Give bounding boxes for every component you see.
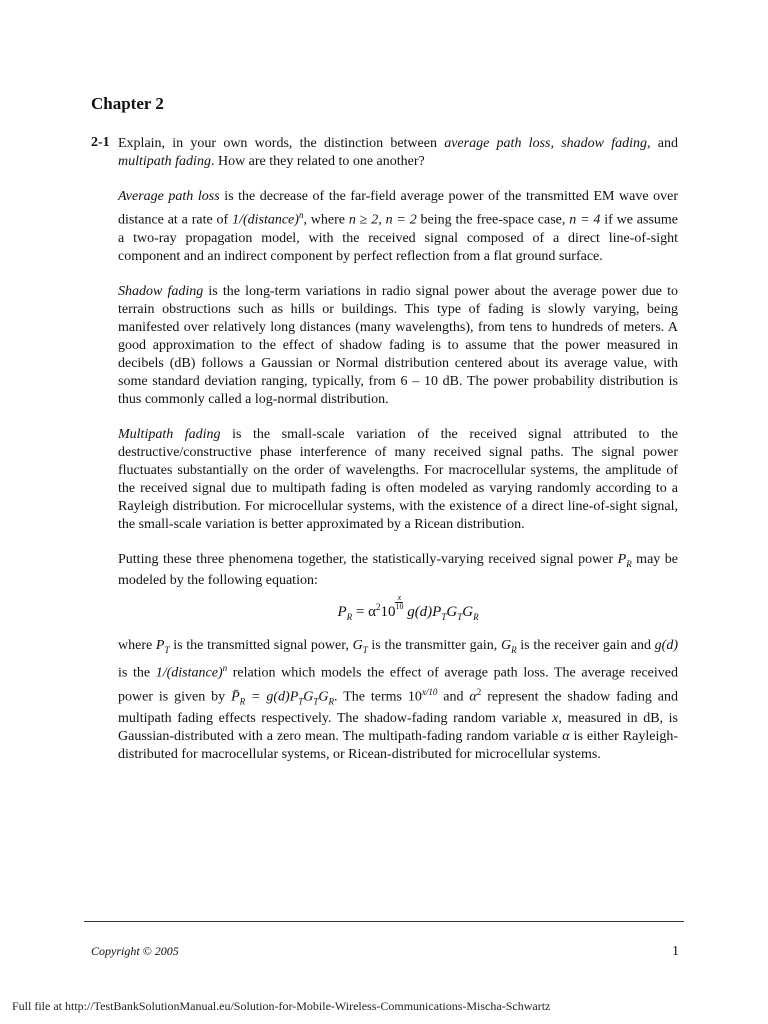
page-number: 1 — [672, 944, 679, 959]
exponent-fraction: $\frac{x}{10}$ — [395, 593, 404, 612]
question-text: Explain, in your own words, the distinction between average path loss, shadow fading, and multipath fading. How are they related to one another? — [118, 136, 678, 169]
paragraph-where: where $P_T$ is the transmitted signal power, $G_T$ is the transmitter gain, $G_R$ is the receiver gain and g(d) is the 1/(distance)$^n$ relation which models the effect of average path loss. The average received power is given by $P̄_R = g(d)P_TG_TG_R$. The terms $10^{x/10}$ and $\alpha^2$ represent the shadow fading and multipath fading effects respectively. The shadow-fading random variable x, measured in dB, is Gaussian-distributed with a zero mean. The multipath-fading random variable α is either Rayleigh-distributed for macrocellular systems, or Ricean-distributed for microcellular systems. — [118, 638, 678, 763]
document-body — [118, 135, 678, 764]
paragraph-putting-together: Putting these three phenomena together, the statistically-varying received signal power $P_R$ may be modeled by the following equation: — [118, 551, 678, 589]
paragraph-shadow-fading: Shadow fading is the long-term variations in radio signal power about the average power due to terrain obstructions such as hills or buildings. This type of fading is slowly varying, being manifested over relatively long distances (many wavelengths), from tens to hundreds of meters. A good approximation to the effect of shadow fading is to assume that the power measured in decibels (dB) follows a Gaussian or Normal distribution centered about its average value, with some standard deviation ranging, typically, from 6 – 10 dB. The power probability distribution is thus commonly called a log-normal distribution. — [118, 283, 678, 407]
paragraph-multipath-fading: Multipath fading is the small-scale variation of the received signal attributed to the destructive/constructive phase interference of many received signal paths. The signal power fluctuates substantially on the order of wavelengths. For macrocellular systems, the amplitude of the received signal due to multipath fading is often modeled as varying randomly according to a Rayleigh distribution. For microcellular systems, with the existence of a direct line-of-sight signal, the small-scale variation is better approximated by a Ricean distribution. — [118, 426, 678, 532]
chapter-title: Chapter 2 — [91, 94, 164, 113]
question-number: 2-1 — [91, 135, 110, 150]
footer-divider — [84, 921, 684, 922]
term-average-path-loss: Average path loss — [118, 189, 220, 204]
term-shadow-fading: Shadow fading — [118, 283, 204, 299]
term-multipath-fading: Multipath fading — [118, 426, 221, 442]
paragraph-average-path-loss: Average path loss is the decrease of the far-field average power of the transmitted EM wave over distance at a rate of 1/(distance)$^n$, where n ≥ 2, n = 2 being the free-space case, n = 4 if we assume a two-ray propagation model, with the received signal composed of a direct line-of-sight component and an indirect component by perfect reflection from a flat ground surface. — [118, 189, 679, 264]
copyright-notice: Copyright © 2005 — [91, 944, 179, 958]
received-power-equation: $P_R = \alpha^210$ $\frac{x}{10}$ $g(d)P_TG_TG_R$ — [337, 593, 479, 623]
full-file-link[interactable]: Full file at http://TestBankSolutionManual.eu/Solution-for-Mobile-Wireless-Communications-Mischa-Schwartz — [12, 999, 551, 1013]
